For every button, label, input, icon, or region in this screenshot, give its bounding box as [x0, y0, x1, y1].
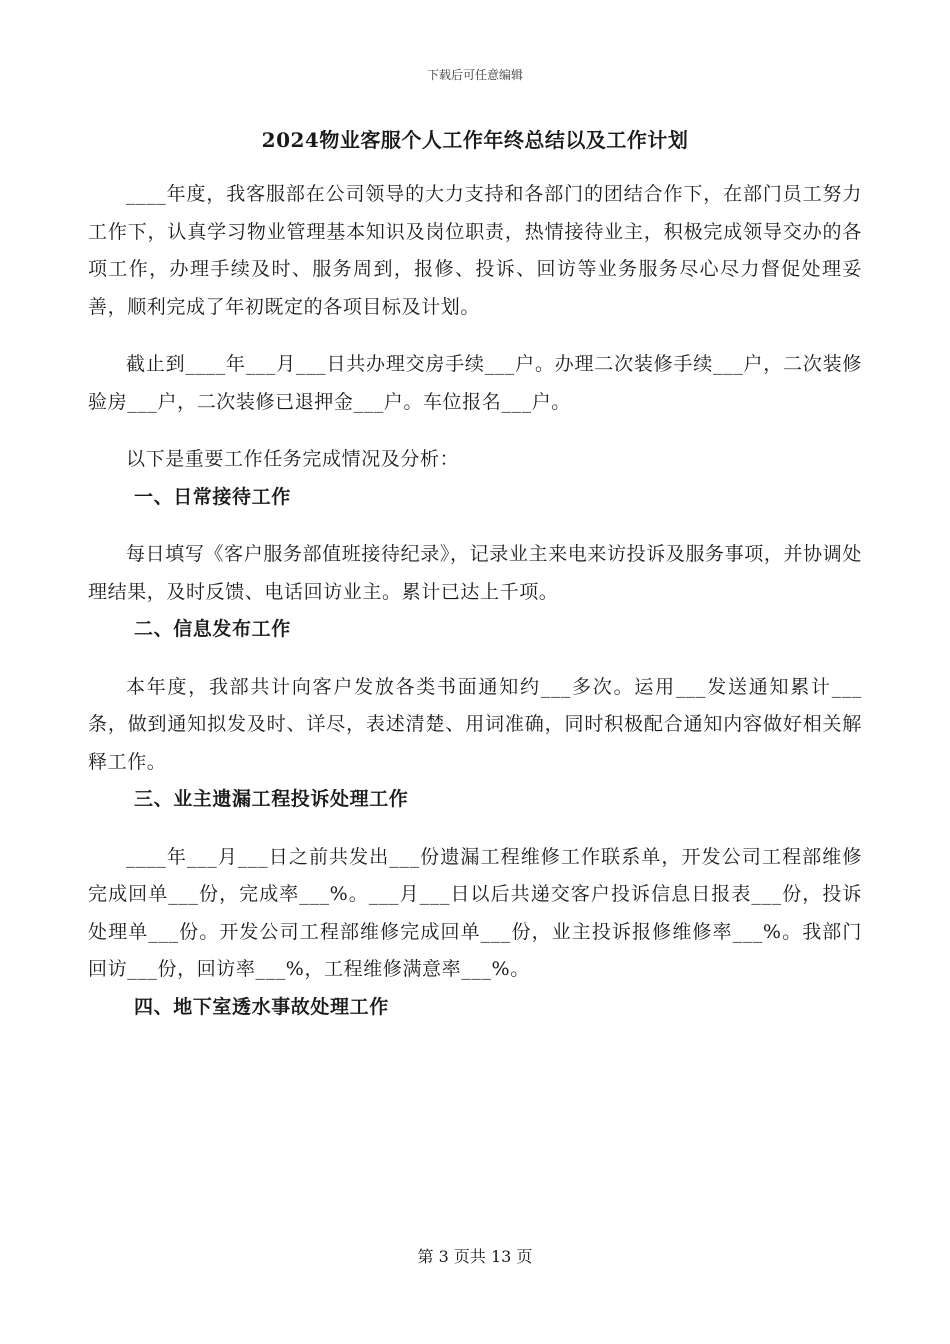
section-body-info-release: 本年度，我部共计向客户发放各类书面通知约___多次。运用___发送通知累计___条，做到通知拟发及时、详尽，表述清楚、用词准确，同时积极配合通知内容做好相关解释工作。 [88, 675, 862, 773]
intro-paragraph: ____年度，我客服部在公司领导的大力支持和各部门的团结合作下，在部门员工努力工作下，认真学习物业管理基本知识及岗位职责，热情接待业主，积极完成领导交办的各项工作，办理手续及时、服务周到，报修、投诉、回访等业务服务尽心尽力督促处理妥善，顺利完成了年初既定的各项目标及计划。 [88, 183, 862, 318]
section-body-complaints: ____年___月___日之前共发出___份遗漏工程维修工作联系单，开发公司工程部维修完成回单___份，完成率___%。___月___日以后共递交客户投诉信息日报表___份，投诉处理单___份。开发公司工程部维修完成回单___份，业主投诉报修维修率___%。我部门回访___份，回访率___%，工程维修满意率___%。 [88, 845, 862, 980]
page-number: 第 3 页共 13 页 [417, 1247, 533, 1266]
header-note: 下载后可任意编辑 [426, 68, 523, 82]
stats-paragraph: 截止到____年___月___日共办理交房手续___户。办理二次装修手续___户，二次装修验房___户，二次装修已退押金___户。车位报名___户。 [88, 353, 862, 413]
document-title: 2024物业客服个人工作年终总结以及工作计划 [261, 128, 689, 152]
section-body-daily-reception: 每日填写《客户服务部值班接待纪录》，记录业主来电来访投诉及服务事项，并协调处理结果，及时反馈、电话回访业主。累计已达上千项。 [88, 543, 862, 603]
section-heading-daily-reception: 一、日常接待工作 [134, 485, 291, 508]
lead-paragraph: 以下是重要工作任务完成情况及分析： [126, 448, 460, 470]
section-heading-info-release: 二、信息发布工作 [134, 618, 291, 640]
section-heading-basement-leak: 四、地下室透水事故处理工作 [134, 995, 389, 1018]
document-body [88, 176, 862, 1026]
section-heading-complaints: 三、业主遗漏工程投诉处理工作 [134, 788, 409, 810]
